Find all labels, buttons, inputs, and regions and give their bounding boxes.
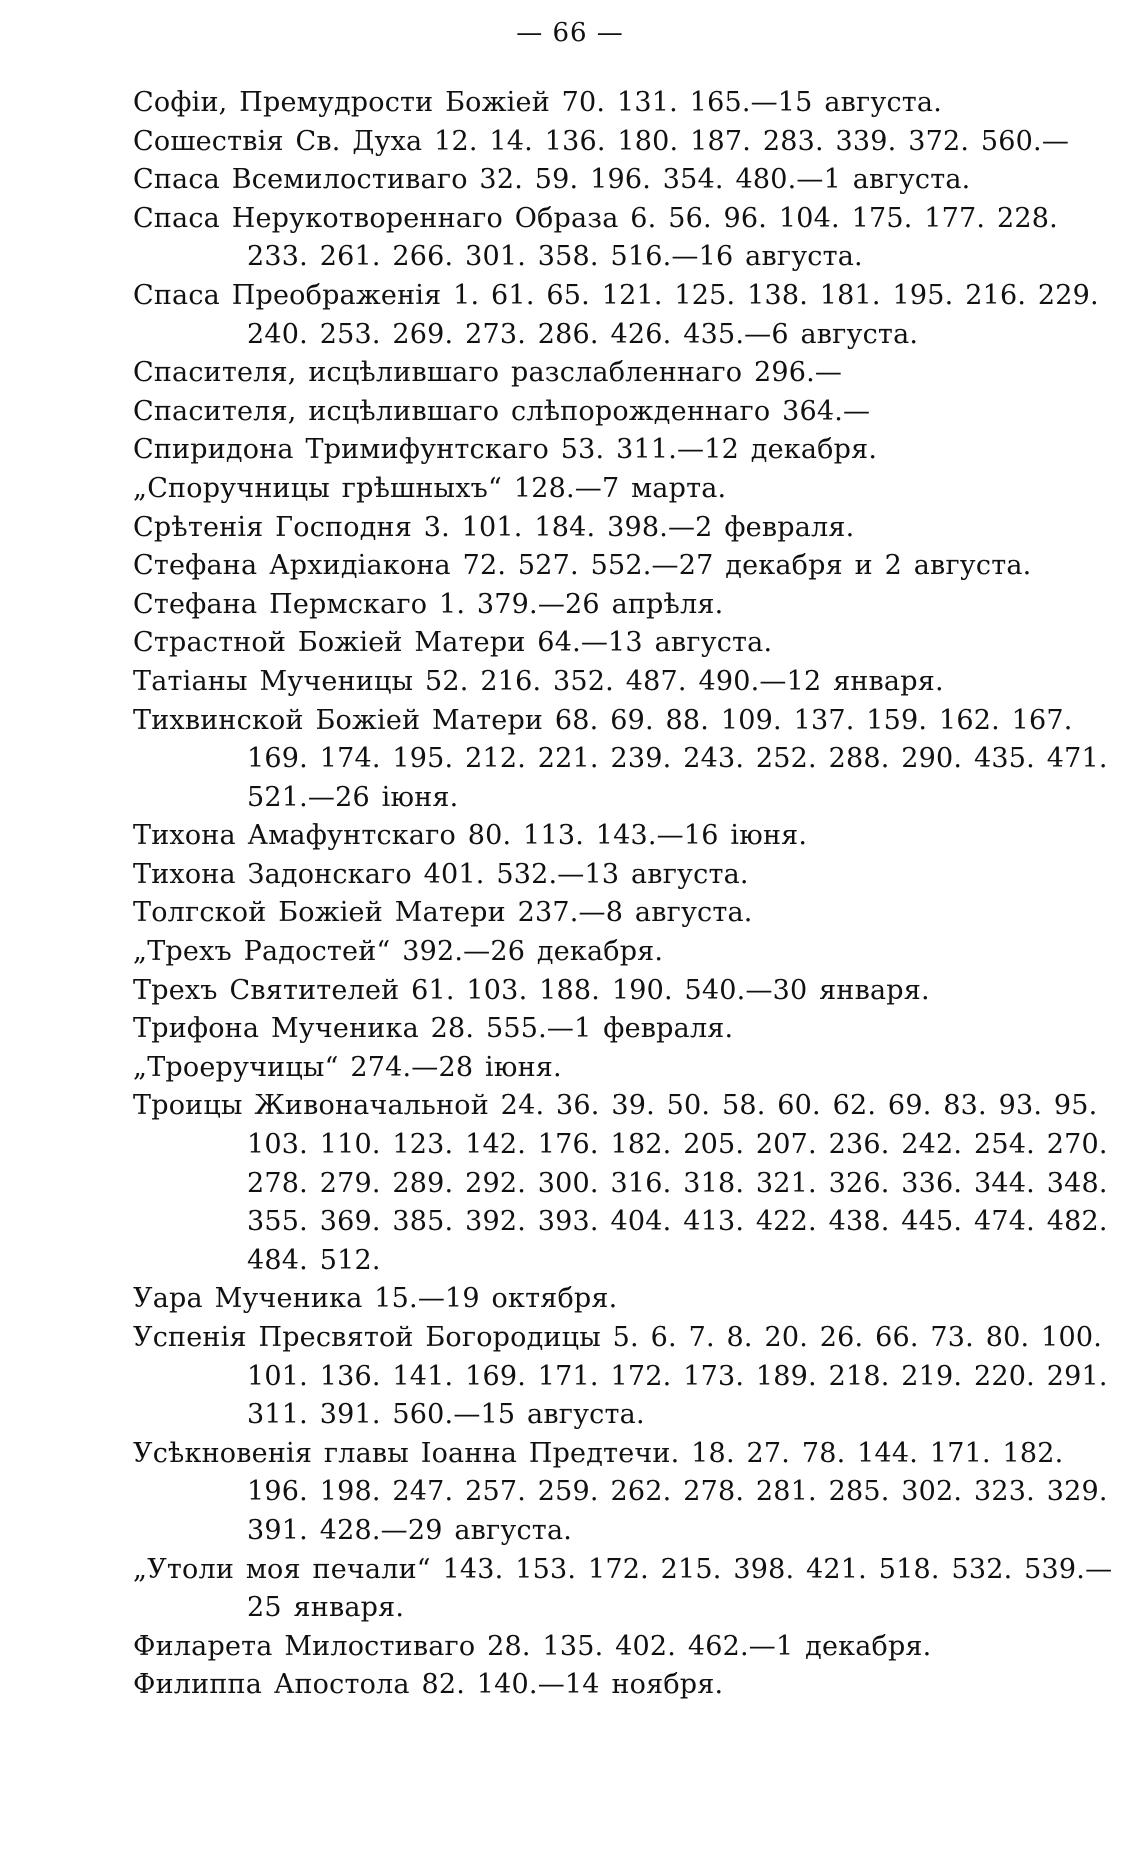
index-entry: Усѣкновенія главы Іоанна Предтечи. 18. 27. 78. 144. 171. 182. 196. 198. 247. 257. 259. 262. 278. 281. 285. 302. 323. 329. 391. 428.—29 августа. bbox=[133, 1437, 1108, 1546]
index-entry: Страстной Божіей Матери 64.—13 августа. bbox=[133, 627, 773, 659]
index-entry: Спаса Нерукотвореннаго Образа 6. 56. 96. 104. 175. 177. 228. 233. 261. 266. 301. 358. 516.—16 августа. bbox=[133, 202, 1058, 273]
index-entry: Спасителя, исцѣлившаго слѣпорожденнаго 364.— bbox=[133, 395, 871, 427]
index-entry: „Споручницы грѣшныхъ“ 128.—7 марта. bbox=[133, 472, 727, 504]
index-entry: Филарета Милостиваго 28. 135. 402. 462.—1 декабря. bbox=[133, 1630, 932, 1662]
page-number: — 66 — bbox=[516, 18, 624, 48]
index-entry: Троицы Живоначальной 24. 36. 39. 50. 58. 60. 62. 69. 83. 93. 95. 103. 110. 123. 142. 176. 182. 205. 207. 236. 242. 254. 270. 278. 279. 289. 292. 300. 316. 318. 321. 326. 336. 344. 348. 355. 369. 385. 392. 393. 404. 413. 422. 438. 445. 474. 482. 484. 512. bbox=[133, 1090, 1108, 1276]
index-entry: Толгской Божіей Матери 237.—8 августа. bbox=[133, 897, 753, 929]
index-entry: Спаса Всемилостиваго 32. 59. 196. 354. 480.—1 августа. bbox=[133, 164, 971, 196]
index-entry: Тихвинской Божіей Матери 68. 69. 88. 109. 137. 159. 162. 167. 169. 174. 195. 212. 221. 239. 243. 252. 288. 290. 435. 471. 521.—26 іюня. bbox=[133, 704, 1108, 813]
index-entry: Трехъ Святителей 61. 103. 188. 190. 540.—30 января. bbox=[133, 974, 930, 1006]
index-entry: Сошествія Св. Духа 12. 14. 136. 180. 187. 283. 339. 372. 560.— bbox=[133, 125, 1070, 157]
index-entry: Срѣтенія Господня 3. 101. 184. 398.—2 февраля. bbox=[133, 511, 855, 543]
index-entry: Филиппа Апостола 82. 140.—14 ноября. bbox=[133, 1669, 724, 1701]
index-entries bbox=[133, 84, 1125, 1705]
index-entry: Трифона Мученика 28. 555.—1 февраля. bbox=[133, 1013, 734, 1045]
index-entry: Татіаны Мученицы 52. 216. 352. 487. 490.—12 января. bbox=[133, 665, 944, 697]
index-entry: „Трехъ Радостей“ 392.—26 декабря. bbox=[133, 936, 664, 968]
index-entry: Уара Мученика 15.—19 октября. bbox=[133, 1283, 618, 1315]
index-entry: „Троеручицы“ 274.—28 іюня. bbox=[133, 1051, 562, 1083]
index-entry: Тихона Амафунтскаго 80. 113. 143.—16 іюня. bbox=[133, 820, 808, 852]
index-entry: Софіи, Премудрости Божіей 70. 131. 165.—15 августа. bbox=[133, 87, 943, 118]
index-entry: Спаса Преображенія 1. 61. 65. 121. 125. 138. 181. 195. 216. 229. 240. 253. 269. 273. 286. 426. 435.—6 августа. bbox=[133, 279, 1099, 350]
index-entry: Стефана Архидіакона 72. 527. 552.—27 декабря и 2 августа. bbox=[133, 550, 1032, 582]
index-entry: Спиридона Тримифунтскаго 53. 311.—12 декабря. bbox=[133, 434, 878, 466]
index-entry: Успенія Пресвятой Богородицы 5. 6. 7. 8. 20. 26. 66. 73. 80. 100. 101. 136. 141. 169. 171. 172. 173. 189. 218. 219. 220. 291. 311. 391. 560.—15 августа. bbox=[133, 1322, 1108, 1431]
index-entry: „Утоли моя печали“ 143. 153. 172. 215. 398. 421. 518. 532. 539.— 25 января. bbox=[133, 1553, 1113, 1624]
index-entry: Тихона Задонскаго 401. 532.—13 августа. bbox=[133, 858, 749, 890]
index-entry: Спасителя, исцѣлившаго разслабленнаго 296.— bbox=[133, 357, 843, 389]
index-entry: Стефана Пермскаго 1. 379.—26 апрѣля. bbox=[133, 588, 724, 620]
